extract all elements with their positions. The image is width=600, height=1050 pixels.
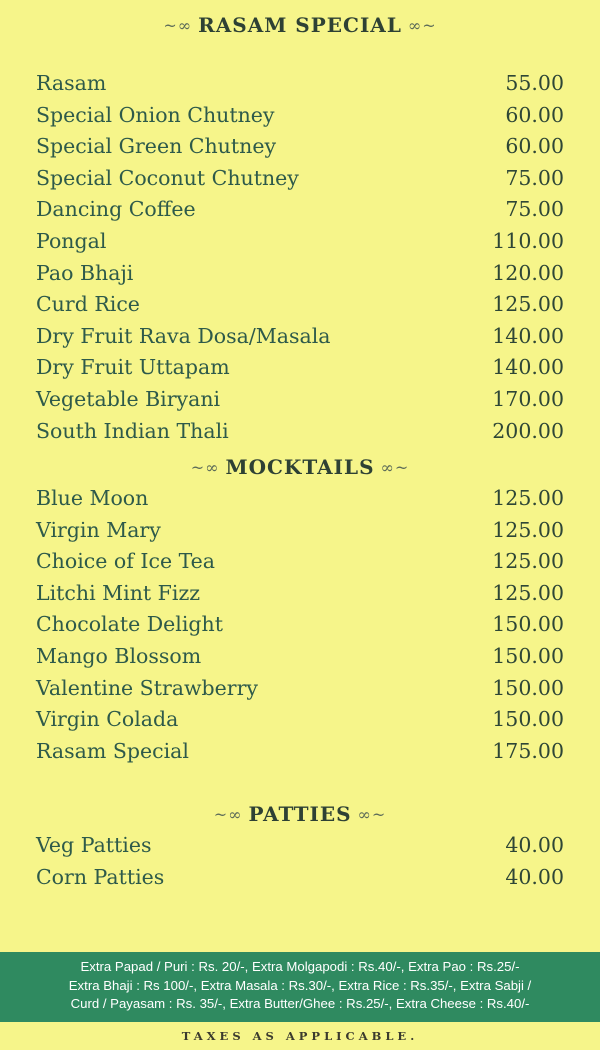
section-mocktails [0, 452, 600, 767]
menu-item [0, 321, 600, 353]
menu-item [0, 163, 600, 195]
menu-item [0, 736, 600, 768]
item-name: Curd Rice [36, 292, 140, 317]
ornament-icon: ∞~ [407, 15, 437, 35]
item-price: 125.00 [492, 580, 564, 605]
item-name: Rasam Special [36, 738, 189, 763]
section-rasam-special [0, 10, 600, 447]
item-name: Pongal [36, 228, 107, 253]
item-price: 150.00 [492, 643, 564, 668]
item-name: Dancing Coffee [36, 197, 196, 222]
menu-item [0, 289, 600, 321]
extras-band [0, 952, 600, 1022]
item-name: Dry Fruit Rava Dosa/Masala [36, 323, 331, 348]
section-title-text: MOCKTAILS [225, 455, 375, 479]
item-price: 125.00 [492, 549, 564, 574]
item-name: Vegetable Biryani [36, 386, 221, 411]
item-price: 170.00 [492, 386, 564, 411]
menu-item [0, 641, 600, 673]
section-title-text: PATTIES [248, 802, 352, 826]
item-name: Chocolate Delight [36, 612, 223, 637]
menu-item [0, 131, 600, 163]
ornament-icon: ~∞ [163, 15, 193, 35]
menu-item [0, 673, 600, 705]
item-price: 175.00 [492, 738, 564, 763]
menu-item [0, 483, 600, 515]
item-name: Dry Fruit Uttapam [36, 355, 230, 380]
item-name: South Indian Thali [36, 418, 229, 443]
menu-item [0, 100, 600, 132]
menu-item [0, 578, 600, 610]
section-title [0, 452, 600, 482]
section-title-text: RASAM SPECIAL [198, 13, 402, 37]
item-price: 75.00 [505, 197, 564, 222]
menu-item [0, 704, 600, 736]
item-price: 120.00 [492, 260, 564, 285]
item-price: 40.00 [505, 864, 564, 889]
item-name: Special Onion Chutney [36, 102, 275, 127]
menu-item [0, 862, 600, 894]
item-name: Choice of Ice Tea [36, 549, 216, 574]
item-price: 110.00 [492, 228, 564, 253]
menu-item [0, 609, 600, 641]
menu-item [0, 352, 600, 384]
menu-item [0, 226, 600, 258]
item-name: Valentine Strawberry [36, 675, 258, 700]
menu-item [0, 384, 600, 416]
item-price: 125.00 [492, 486, 564, 510]
item-name: Special Green Chutney [36, 134, 277, 159]
ornament-icon: ~∞ [190, 457, 220, 477]
menu-item [0, 194, 600, 226]
extras-line: Extra Bhaji : Rs 100/-, Extra Masala : Rs.30/-, Extra Rice : Rs.35/-, Extra Sabji / [68, 977, 532, 993]
section-patties [0, 799, 600, 893]
section-title [0, 10, 600, 40]
item-name: Virgin Mary [36, 517, 161, 542]
item-price: 125.00 [492, 292, 564, 317]
item-list [0, 68, 600, 447]
ornament-icon: ∞~ [357, 804, 387, 824]
menu-item [0, 546, 600, 578]
menu-item [0, 68, 600, 100]
item-price: 150.00 [492, 675, 564, 700]
item-price: 125.00 [492, 517, 564, 542]
item-name: Mango Blossom [36, 643, 202, 668]
menu-item [0, 416, 600, 448]
section-title [0, 799, 600, 829]
item-price: 60.00 [505, 134, 564, 159]
ornament-icon: ~∞ [213, 804, 243, 824]
item-name: Veg Patties [36, 833, 152, 857]
item-price: 75.00 [505, 165, 564, 190]
item-name: Blue Moon [36, 486, 149, 510]
taxes-note: TAXES AS APPLICABLE. [181, 1029, 419, 1043]
menu-item [0, 258, 600, 290]
item-price: 140.00 [492, 323, 564, 348]
ornament-icon: ∞~ [380, 457, 410, 477]
item-name: Special Coconut Chutney [36, 165, 299, 190]
item-price: 150.00 [492, 612, 564, 637]
item-price: 200.00 [492, 418, 564, 443]
item-name: Virgin Colada [36, 707, 179, 732]
menu-item [0, 515, 600, 547]
extras-line: Extra Papad / Puri : Rs. 20/-, Extra Molgapodi : Rs.40/-, Extra Pao : Rs.25/- [80, 959, 520, 974]
item-price: 150.00 [492, 707, 564, 732]
item-list [0, 483, 600, 767]
item-name: Pao Bhaji [36, 260, 134, 285]
item-name: Litchi Mint Fizz [36, 580, 201, 605]
item-name: Rasam [36, 71, 107, 95]
item-price: 40.00 [505, 833, 564, 857]
menu-item [0, 830, 600, 862]
item-price: 55.00 [505, 71, 564, 95]
item-name: Corn Patties [36, 864, 165, 889]
item-price: 140.00 [492, 355, 564, 380]
item-price: 60.00 [505, 102, 564, 127]
extras-line: Curd / Payasam : Rs. 35/-, Extra Butter/Ghee : Rs.25/-, Extra Cheese : Rs.40/- [70, 996, 530, 1011]
item-list [0, 830, 600, 893]
